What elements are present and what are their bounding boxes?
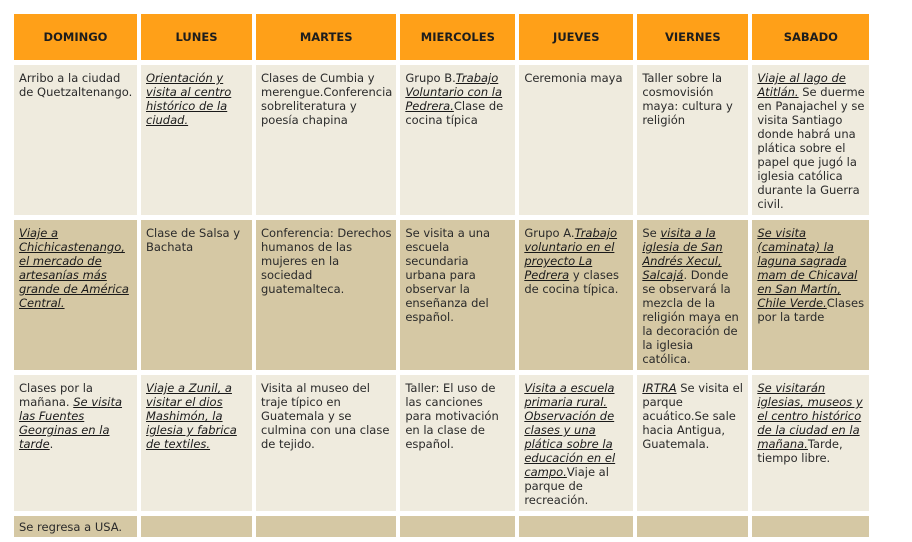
header-lunes: LUNES [141,14,252,60]
activity-link[interactable]: Viaje a Chichicastenango, el mercado de artesanías más grande de América Central. [19,226,129,310]
cell [400,220,515,370]
activity-text: Clases por la tarde [757,296,865,324]
cell [14,375,137,511]
activity-link[interactable]: Se visita (caminata) la laguna sagrada mam de Chicaval en San Martín, Chile Verde. [757,226,858,310]
activity-link[interactable]: Trabajo Voluntario con la Pedrera. [405,71,503,113]
cell [637,65,748,215]
weekly-schedule-table [10,9,873,542]
activity-link[interactable]: Visita a escuela primaria rural. Observación de clases y una plática sobre la educación en el campo. [524,381,616,479]
activity-text: Clases por la mañana. [19,381,93,409]
activity-text: Tarde, tiempo libre. [757,437,843,465]
activity-text: Clase de Salsa y Bachata [146,226,241,254]
activity-link[interactable]: Se visitarán iglesias, museos y el centro histórico de la ciudad en la mañana. [757,381,863,451]
cell [14,516,137,537]
activity-text: Grupo A. [524,226,575,240]
activity-text: . Donde se observará la mezcla de la religión maya en la decoración de la iglesia católica. [642,268,739,366]
cell [256,65,396,215]
header-domingo: DOMINGO [14,14,137,60]
cell [141,516,252,537]
header-martes: MARTES [256,14,396,60]
activity-text: Clases de Cumbia y merengue.Conferencia sobreliteratura y poesía chapina [261,71,393,127]
table-row [14,516,869,537]
table-row [14,375,869,511]
cell [519,375,633,511]
cell [752,375,869,511]
activity-text: Clase de cocina típica [405,99,504,127]
cell [519,220,633,370]
cell [752,516,869,537]
activity-text: Visita al museo del traje típico en Guatemala y se culmina con una clase de tejido. [261,381,390,451]
activity-link[interactable]: IRTRA [642,381,677,395]
cell [519,65,633,215]
cell [637,220,748,370]
header-jueves: JUEVES [519,14,633,60]
activity-link[interactable]: Viaje al lago de Atitlán. [757,71,846,99]
cell [256,516,396,537]
activity-link[interactable]: Se visita las Fuentes Georginas en la tarde [19,395,123,451]
header-row [14,14,869,60]
cell [141,220,252,370]
activity-text: Ceremonia maya [524,71,623,85]
cell [519,516,633,537]
cell [752,220,869,370]
table-row [14,65,869,215]
cell [141,65,252,215]
activity-text: Se [642,226,661,240]
table-row [14,220,869,370]
activity-text: Se visita el parque acuático.Se sale hacia Antigua, Guatemala. [642,381,743,451]
activity-text: Se duerme en Panajachel y se visita Santiago donde habrá una plática sobre el papel que jugó la iglesia católica durante la Guerra civil. [757,85,865,211]
header-miercoles: MIERCOLES [400,14,515,60]
cell [752,65,869,215]
cell [141,375,252,511]
cell [256,220,396,370]
activity-text: y clases de cocina típica. [524,268,619,296]
cell [637,516,748,537]
header-sabado: SABADO [752,14,869,60]
activity-text: Taller sobre la cosmovisión maya: cultura y religión [642,71,733,127]
activity-text: Se regresa a USA. [19,520,123,534]
cell [400,65,515,215]
activity-link[interactable]: visita a la iglesia de San Andrés Xecul, Salcajá [642,226,723,282]
cell [400,516,515,537]
cell [14,65,137,215]
cell [14,220,137,370]
cell [637,375,748,511]
activity-link[interactable]: Viaje a Zunil, a visitar el dios Mashimón, la iglesia y fabrica de textiles. [146,381,237,451]
activity-text: Arribo a la ciudad de Quetzaltenango. [19,71,133,99]
activity-link[interactable]: Orientación y visita al centro histórico de la ciudad. [146,71,232,127]
activity-text: Se visita a una escuela secundaria urbana para observar la enseñanza del español. [405,226,491,324]
activity-link[interactable]: Trabajo voluntario en el proyecto La Pedrera [524,226,618,282]
activity-text: Grupo B. [405,71,456,85]
header-viernes: VIERNES [637,14,748,60]
activity-text: Taller: El uso de las canciones para motivación en la clase de español. [405,381,499,451]
cell [400,375,515,511]
activity-text: . [49,437,54,451]
cell [256,375,396,511]
activity-text: Viaje al parque de recreación. [524,465,609,507]
activity-text: Conferencia: Derechos humanos de las mujeres en la sociedad guatemalteca. [261,226,392,296]
